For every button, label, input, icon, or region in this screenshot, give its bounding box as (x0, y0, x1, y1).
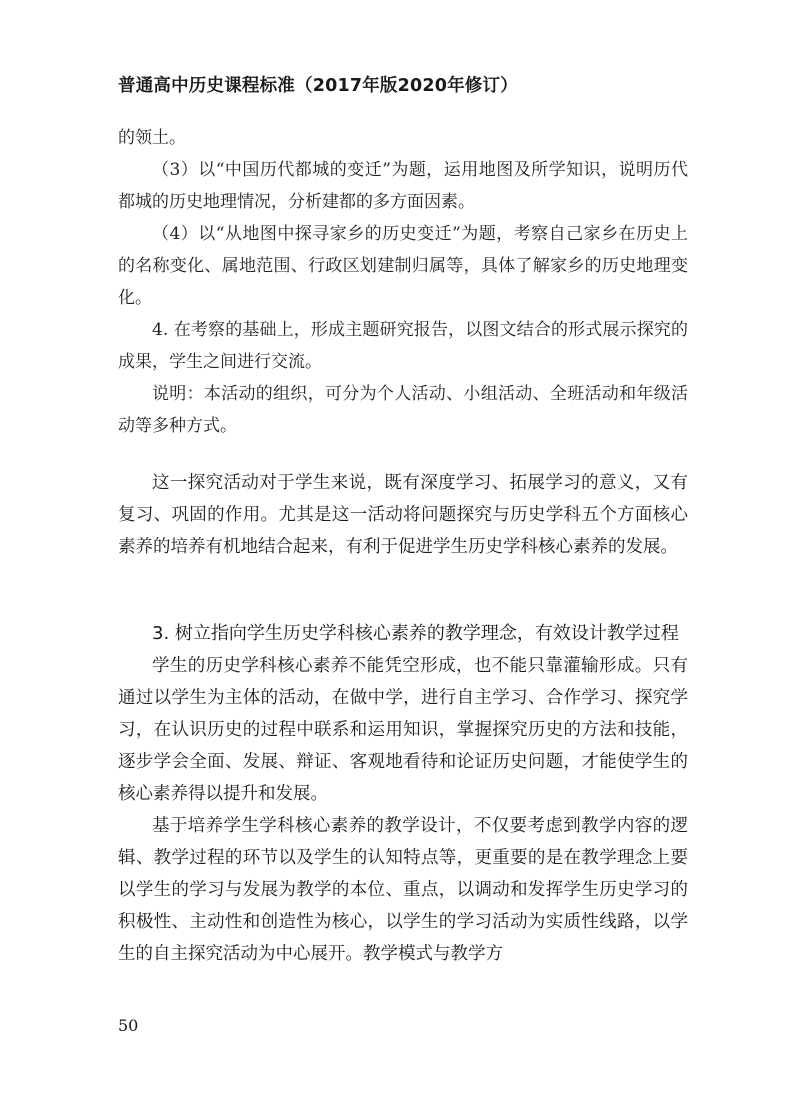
activity-block (118, 122, 688, 442)
body-paragraph: 基于培养学生学科核心素养的教学设计，不仅要考虑到教学内容的逻辑、教学过程的环节以及学生的认知特点等，更重要的是在教学理念上要以学生的学习与发展为教学的本位、重点，以调动和发挥学生历史学习的积极性、主动性和创造性为核心，以学生的学习活动为实质性线路，以学生的自主探究活动为中心展开。教学模式与教学方 (118, 816, 688, 964)
running-header: 普通高中历史课程标准（2017年版2020年修订） (118, 76, 518, 96)
summary-block (118, 467, 688, 563)
activity-paragraph: （4）以“从地图中探寻家乡的历史变迁”为题，考察自己家乡在历史上的名称变化、属地范围、行政区划建制归属等，具体了解家乡的历史地理变化。 (118, 224, 688, 308)
section-3 (118, 618, 688, 970)
activity-paragraph: 的领土。 (118, 128, 186, 148)
activity-paragraph: 4. 在考察的基础上，形成主题研究报告，以图文结合的形式展示探究的成果，学生之间进行交流。 (118, 320, 688, 372)
activity-paragraph: （3）以“中国历代都城的变迁”为题，运用地图及所学知识，说明历代都城的历史地理情况，分析建都的多方面因素。 (118, 160, 688, 212)
section-heading: 3. 树立指向学生历史学科核心素养的教学理念，有效设计教学过程 (152, 623, 679, 644)
activity-note: 说明：本活动的组织，可分为个人活动、小组活动、全班活动和年级活动等多种方式。 (118, 384, 688, 436)
summary-paragraph: 这一探究活动对于学生来说，既有深度学习、拓展学习的意义，又有复习、巩固的作用。尤其是这一活动将问题探究与历史学科五个方面核心素养的培养有机地结合起来，有利于促进学生历史学科核心素养的发展。 (118, 473, 688, 557)
body-paragraph: 学生的历史学科核心素养不能凭空形成，也不能只靠灌输形成。只有通过以学生为主体的活动，在做中学，进行自主学习、合作学习、探究学习，在认识历史的过程中联系和运用知识，掌握探究历史的方法和技能，逐步学会全面、发展、辩证、客观地看待和论证历史问题，才能使学生的核心素养得以提升和发展。 (118, 656, 688, 804)
page-number: 50 (118, 1016, 139, 1035)
